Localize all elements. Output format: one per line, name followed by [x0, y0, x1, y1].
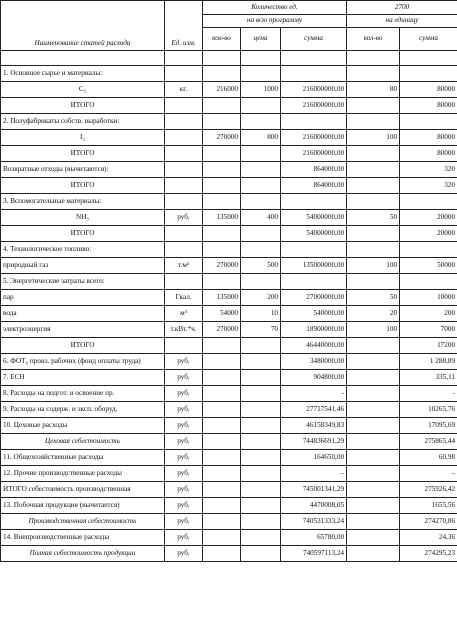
row-price: [241, 178, 281, 194]
row-qty-per-unit: [347, 482, 400, 498]
row-qty-per-unit: [347, 242, 400, 258]
table-row: [1, 242, 457, 258]
header-sub-qty2: кол-во: [347, 28, 400, 51]
row-sum: -: [281, 386, 347, 402]
row-sum: 65780,00: [281, 530, 347, 546]
header-sub-sum: сумма: [281, 28, 347, 51]
row-qty: [203, 530, 241, 546]
header-qty-group: Количество ед.: [203, 1, 347, 15]
row-qty: [203, 466, 241, 482]
row-sum-per-unit: 274295,23: [400, 546, 457, 562]
row-name: ИТОГО себестоимость производственная: [1, 482, 165, 498]
spacer-cell: [165, 51, 203, 66]
row-name: Полная себестоимость продукции: [1, 546, 165, 562]
row-qty-per-unit: [347, 226, 400, 242]
row-name: пар: [1, 290, 165, 306]
row-qty-per-unit: 50: [347, 290, 400, 306]
row-unit: [165, 98, 203, 114]
row-qty-per-unit: 50: [347, 210, 400, 226]
row-sum-per-unit: -: [400, 386, 457, 402]
row-unit: [165, 66, 203, 82]
row-sum-per-unit: 80000: [400, 82, 457, 98]
row-qty: 135000: [203, 290, 241, 306]
row-sum: 740531333,24: [281, 514, 347, 530]
row-sum: 216000000,00: [281, 98, 347, 114]
row-unit: [165, 114, 203, 130]
row-name: электроэнергия: [1, 322, 165, 338]
row-unit: Гкал.: [165, 290, 203, 306]
row-qty: [203, 194, 241, 210]
row-price: [241, 482, 281, 498]
row-unit: руб.: [165, 370, 203, 386]
row-sum: 3480000,00: [281, 354, 347, 370]
table-row: [1, 98, 457, 114]
table-row: [1, 226, 457, 242]
row-price: [241, 354, 281, 370]
row-qty-per-unit: 80: [347, 82, 400, 98]
row-qty-per-unit: 20: [347, 306, 400, 322]
row-qty: [203, 242, 241, 258]
spacer-cell: [203, 51, 241, 66]
row-sum: 740597113,24: [281, 546, 347, 562]
row-price: 10: [241, 306, 281, 322]
row-sum: 27000000,00: [281, 290, 347, 306]
table-row: [1, 210, 457, 226]
spacer-cell: [347, 51, 400, 66]
row-name: 14. Внепроизводственные расходы: [1, 530, 165, 546]
header-per-unit: на единицу: [347, 15, 457, 28]
row-sum-per-unit: 320: [400, 162, 457, 178]
row-price: [241, 386, 281, 402]
table-row: [1, 466, 457, 482]
row-qty: [203, 434, 241, 450]
row-sum-per-unit: 17095,69: [400, 418, 457, 434]
row-sum-per-unit: 50000: [400, 258, 457, 274]
row-qty-per-unit: [347, 530, 400, 546]
row-price: [241, 434, 281, 450]
table-row: [1, 338, 457, 354]
row-sum: 46158349,83: [281, 418, 347, 434]
row-qty: [203, 418, 241, 434]
row-qty-per-unit: 100: [347, 258, 400, 274]
row-sum-per-unit: –: [400, 466, 457, 482]
row-qty-per-unit: [347, 162, 400, 178]
row-qty: [203, 178, 241, 194]
row-sum-per-unit: [400, 194, 457, 210]
row-sum: –: [281, 466, 347, 482]
row-unit: т.кВт.*ч.: [165, 322, 203, 338]
row-qty: [203, 370, 241, 386]
row-sum-per-unit: 275926,42: [400, 482, 457, 498]
row-name: вода: [1, 306, 165, 322]
row-name: 10. Цеховые расходы: [1, 418, 165, 434]
row-sum-per-unit: 20000: [400, 226, 457, 242]
row-sum-per-unit: [400, 274, 457, 290]
row-sum-per-unit: 20000: [400, 210, 457, 226]
row-name: 3. Вспомогательные материалы:: [1, 194, 165, 210]
row-unit: [165, 274, 203, 290]
row-qty-per-unit: 100: [347, 130, 400, 146]
row-price: [241, 98, 281, 114]
row-qty-per-unit: [347, 178, 400, 194]
row-qty: [203, 450, 241, 466]
row-sum: [281, 242, 347, 258]
row-unit: м³: [165, 306, 203, 322]
table-row: [1, 274, 457, 290]
table-row: [1, 498, 457, 514]
table-row: [1, 354, 457, 370]
table-row: [1, 114, 457, 130]
row-price: [241, 530, 281, 546]
row-sum-per-unit: 60,98: [400, 450, 457, 466]
row-qty: [203, 514, 241, 530]
row-qty: 216000: [203, 82, 241, 98]
row-unit: т.м³: [165, 258, 203, 274]
row-name: 2. Полуфабрикаты собств. выработки:: [1, 114, 165, 130]
row-qty-per-unit: [347, 146, 400, 162]
row-sum-per-unit: 320: [400, 178, 457, 194]
row-name: Возвратные отходы (вычитаются):: [1, 162, 165, 178]
header-sub-sum2: сумма: [400, 28, 457, 51]
row-sum-per-unit: 275865,44: [400, 434, 457, 450]
row-sum: 27717541,46: [281, 402, 347, 418]
row-sum-per-unit: 80000: [400, 130, 457, 146]
row-price: 1000: [241, 82, 281, 98]
row-price: 800: [241, 130, 281, 146]
row-qty: [203, 402, 241, 418]
row-name: ИТОГО: [1, 98, 165, 114]
row-unit: [165, 130, 203, 146]
row-qty: 270000: [203, 258, 241, 274]
spacer-cell: [281, 51, 347, 66]
row-qty-per-unit: [347, 546, 400, 562]
spacer-cell: [400, 51, 457, 66]
row-qty-per-unit: [347, 274, 400, 290]
row-sum-per-unit: [400, 242, 457, 258]
spacer-row: [1, 51, 457, 66]
row-name: Производственная себестоимость: [1, 514, 165, 530]
row-qty: [203, 274, 241, 290]
row-name: C₂: [1, 82, 165, 98]
row-sum-per-unit: 200: [400, 306, 457, 322]
row-sum: 46440000,00: [281, 338, 347, 354]
row-price: [241, 242, 281, 258]
table-row: [1, 386, 457, 402]
row-qty-per-unit: [347, 434, 400, 450]
row-unit: [165, 178, 203, 194]
table-row: [1, 322, 457, 338]
row-qty: [203, 546, 241, 562]
row-sum: 744836691,29: [281, 434, 347, 450]
row-sum-per-unit: [400, 66, 457, 82]
row-name: ИТОГО: [1, 178, 165, 194]
row-price: 70: [241, 322, 281, 338]
spacer-cell: [1, 51, 165, 66]
row-unit: руб.: [165, 466, 203, 482]
row-unit: руб.: [165, 434, 203, 450]
table-row: [1, 162, 457, 178]
row-qty: [203, 226, 241, 242]
table-row: [1, 258, 457, 274]
row-price: 200: [241, 290, 281, 306]
row-sum: 745001341,29: [281, 482, 347, 498]
row-name: 4. Технологическое топливо:: [1, 242, 165, 258]
row-sum: 216000000,00: [281, 146, 347, 162]
row-unit: руб.: [165, 514, 203, 530]
row-price: [241, 162, 281, 178]
header-sub-qty: кол-во: [203, 28, 241, 51]
row-price: [241, 114, 281, 130]
row-sum: 904800,00: [281, 370, 347, 386]
row-name: ИТОГО: [1, 226, 165, 242]
header-name-col: Наименование статей расхода: [1, 1, 165, 51]
row-sum-per-unit: 335,11: [400, 370, 457, 386]
row-unit: руб.: [165, 402, 203, 418]
table-row: [1, 130, 457, 146]
row-qty-per-unit: [347, 450, 400, 466]
table-row: [1, 450, 457, 466]
row-unit: руб.: [165, 482, 203, 498]
row-price: 400: [241, 210, 281, 226]
row-unit: руб.: [165, 418, 203, 434]
row-sum-per-unit: 80000: [400, 146, 457, 162]
row-qty-per-unit: [347, 418, 400, 434]
row-price: [241, 450, 281, 466]
row-unit: [165, 146, 203, 162]
row-name: 5. Энергетические затраты всего:: [1, 274, 165, 290]
row-sum-per-unit: 17200: [400, 338, 457, 354]
row-sum: 54000000,00: [281, 226, 347, 242]
row-price: [241, 546, 281, 562]
row-qty-per-unit: [347, 354, 400, 370]
row-qty-per-unit: 100: [347, 322, 400, 338]
row-sum: [281, 274, 347, 290]
row-sum: 216000000,00: [281, 130, 347, 146]
header-per-program: на всю программу: [203, 15, 347, 28]
row-qty-per-unit: [347, 98, 400, 114]
row-sum: [281, 194, 347, 210]
row-price: [241, 194, 281, 210]
row-qty: 270000: [203, 322, 241, 338]
row-price: [241, 370, 281, 386]
row-price: [241, 338, 281, 354]
row-price: [241, 66, 281, 82]
row-unit: кг.: [165, 82, 203, 98]
row-qty: [203, 98, 241, 114]
row-sum: 164650,00: [281, 450, 347, 466]
table-row: [1, 402, 457, 418]
row-qty: 135000: [203, 210, 241, 226]
row-sum-per-unit: 10000: [400, 290, 457, 306]
row-price: [241, 466, 281, 482]
row-name: Цеховая себестоимость: [1, 434, 165, 450]
row-price: [241, 418, 281, 434]
row-qty: [203, 146, 241, 162]
table-row: [1, 434, 457, 450]
row-sum: 18900000,00: [281, 322, 347, 338]
spacer-cell: [241, 51, 281, 66]
table-row: [1, 306, 457, 322]
row-unit: [165, 226, 203, 242]
row-name: 12. Прочие производственные расходы: [1, 466, 165, 482]
row-sum-per-unit: 7000: [400, 322, 457, 338]
row-qty: [203, 338, 241, 354]
row-price: [241, 274, 281, 290]
row-qty: 54000: [203, 306, 241, 322]
row-name: природный газ: [1, 258, 165, 274]
row-qty-per-unit: [347, 498, 400, 514]
row-qty: [203, 162, 241, 178]
row-name: 13. Побочная продукция (вычитается): [1, 498, 165, 514]
row-unit: [165, 338, 203, 354]
table-row: [1, 178, 457, 194]
row-qty: [203, 354, 241, 370]
row-name: 1. Основное сырье и материалы:: [1, 66, 165, 82]
row-qty-per-unit: [347, 370, 400, 386]
row-name: I₂: [1, 130, 165, 146]
row-name: NH₃: [1, 210, 165, 226]
row-name: ИТОГО: [1, 146, 165, 162]
row-sum-per-unit: [400, 114, 457, 130]
table-row: [1, 530, 457, 546]
table-row: [1, 546, 457, 562]
row-sum: 864000,00: [281, 162, 347, 178]
row-name: 8. Расходы на подгот. и освоение пр.: [1, 386, 165, 402]
table-row: [1, 418, 457, 434]
row-unit: руб.: [165, 210, 203, 226]
header-unit-col: Ед. изм.: [165, 1, 203, 51]
row-price: [241, 146, 281, 162]
row-sum-per-unit: 80000: [400, 98, 457, 114]
row-qty: [203, 482, 241, 498]
row-sum-per-unit: 1655,56: [400, 498, 457, 514]
row-unit: [165, 194, 203, 210]
row-qty-per-unit: [347, 114, 400, 130]
row-qty-per-unit: [347, 466, 400, 482]
row-unit: руб.: [165, 546, 203, 562]
row-name: ИТОГО: [1, 338, 165, 354]
table-row: [1, 82, 457, 98]
row-qty: 270000: [203, 130, 241, 146]
row-qty: [203, 498, 241, 514]
row-unit: руб.: [165, 354, 203, 370]
header-sub-price: цена: [241, 28, 281, 51]
row-sum-per-unit: 24,36: [400, 530, 457, 546]
row-sum: 864000,00: [281, 178, 347, 194]
row-qty: [203, 114, 241, 130]
table-row: [1, 290, 457, 306]
row-name: 7. ЕСН: [1, 370, 165, 386]
row-qty: [203, 66, 241, 82]
row-sum: [281, 114, 347, 130]
table-row: [1, 66, 457, 82]
row-sum: 4470008,05: [281, 498, 347, 514]
row-qty-per-unit: [347, 338, 400, 354]
row-unit: руб.: [165, 530, 203, 546]
row-price: [241, 498, 281, 514]
row-qty: [203, 386, 241, 402]
table-row: [1, 514, 457, 530]
row-qty-per-unit: [347, 66, 400, 82]
row-unit: руб.: [165, 498, 203, 514]
header-qty-value: 2700: [347, 1, 457, 15]
row-unit: [165, 162, 203, 178]
row-sum: 135000000,00: [281, 258, 347, 274]
row-name: 9. Расходы на содерж. и эксп. оборуд.: [1, 402, 165, 418]
row-qty-per-unit: [347, 402, 400, 418]
row-price: 500: [241, 258, 281, 274]
row-name: 11. Общехозяйственные расходы: [1, 450, 165, 466]
row-qty-per-unit: [347, 386, 400, 402]
row-sum: 54000000,00: [281, 210, 347, 226]
row-unit: руб.: [165, 386, 203, 402]
row-price: [241, 226, 281, 242]
table-row: [1, 370, 457, 386]
row-qty-per-unit: [347, 514, 400, 530]
table-row: [1, 482, 457, 498]
row-unit: [165, 242, 203, 258]
row-name: 6. ФОТ₀ произ. рабочих (фонд оплаты труда): [1, 354, 165, 370]
row-sum-per-unit: 1 288,89: [400, 354, 457, 370]
row-sum-per-unit: 10265,76: [400, 402, 457, 418]
table-row: [1, 194, 457, 210]
row-sum-per-unit: 274270,86: [400, 514, 457, 530]
row-price: [241, 402, 281, 418]
row-sum: 216000000,00: [281, 82, 347, 98]
row-unit: руб.: [165, 450, 203, 466]
row-qty-per-unit: [347, 194, 400, 210]
row-price: [241, 514, 281, 530]
row-sum: [281, 66, 347, 82]
table-row: [1, 146, 457, 162]
row-sum: 540000,00: [281, 306, 347, 322]
